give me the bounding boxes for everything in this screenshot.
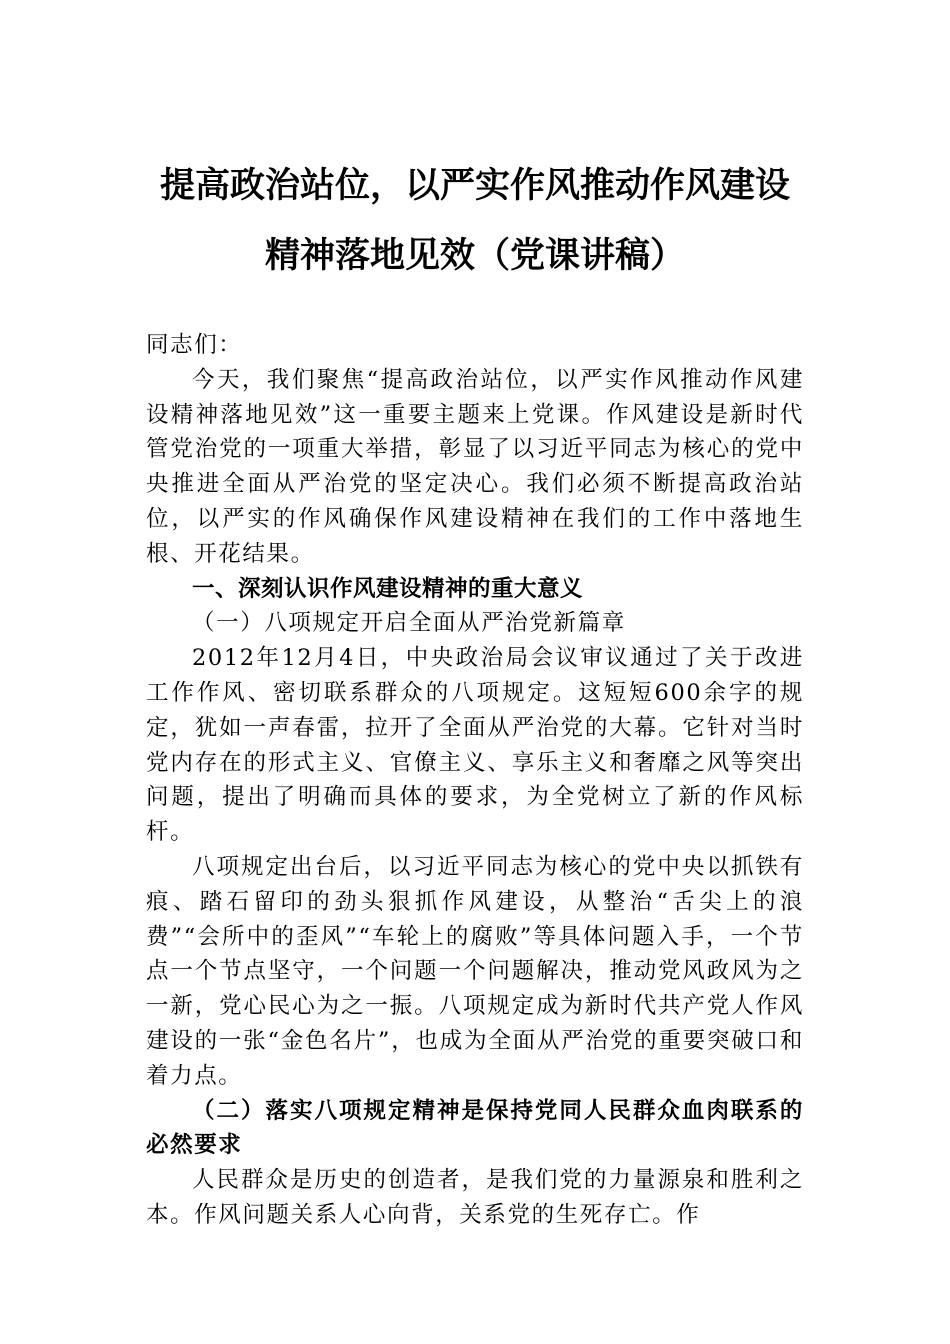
section-heading-1: 一、深刻认识作风建设精神的重大意义 [192,575,584,602]
paragraph-sub2-1: 人民群众是历史的创造者，是我们党的力量源泉和胜利之本。作风问题关系人心向背，关系党的生死存亡。作 [146,1167,804,1228]
document-title-line-2: 精神落地见效（党课讲稿） [264,236,685,276]
salutation: 同志们： [146,332,243,358]
document-title-line-1: 提高政治站位，以严实作风推动作风建设 [159,166,790,206]
subsection-heading-1: （一）八项规定开启全面从严治党新篇章 [192,610,626,637]
paragraph-sub1-1: 2012年12月4日，中央政治局会议审议通过了关于改进工作作风、密切联系群众的八项规定。这短短600余字的规定，犹如一声春雷，拉开了全面从严治党的大幕。它针对当时党内存在的形式主义、官僚主义、享乐主义和奢靡之风等突出问题，提出了明确而具体的要求，为全党树立了新的作风标杆。 [146,645,804,846]
paragraph-sub1-2: 八项规定出台后，以习近平同志为核心的党中央以抓铁有痕、踏石留印的劲头狠抓作风建设，从整治“舌尖上的浪费”“会所中的歪风”“车轮上的腐败”等具体问题入手，一个节点一个节点坚守，一个问题一个问题解决，推动党风政风为之一新，党心民心为之一振。八项规定成为新时代共产党人作风建设的一张“金色名片”，也成为全面从严治党的重要突破口和着力点。 [146,853,804,1089]
subsection-heading-2: （二）落实八项规定精神是保持党同人民群众血肉联系的必然要求 [146,1097,804,1159]
paragraph-intro: 今天，我们聚焦“提高政治站位，以严实作风推动作风建设精神落地见效”这一重要主题来上党课。作风建设是新时代管党治党的一项重大举措，彰显了以习近平同志为核心的党中央推进全面从严治党的坚定决心。我们必须不断提高政治站位，以严实的作风确保作风建设精神在我们的工作中落地生根、开花结果。 [146,366,804,567]
document-body [146,328,804,1233]
